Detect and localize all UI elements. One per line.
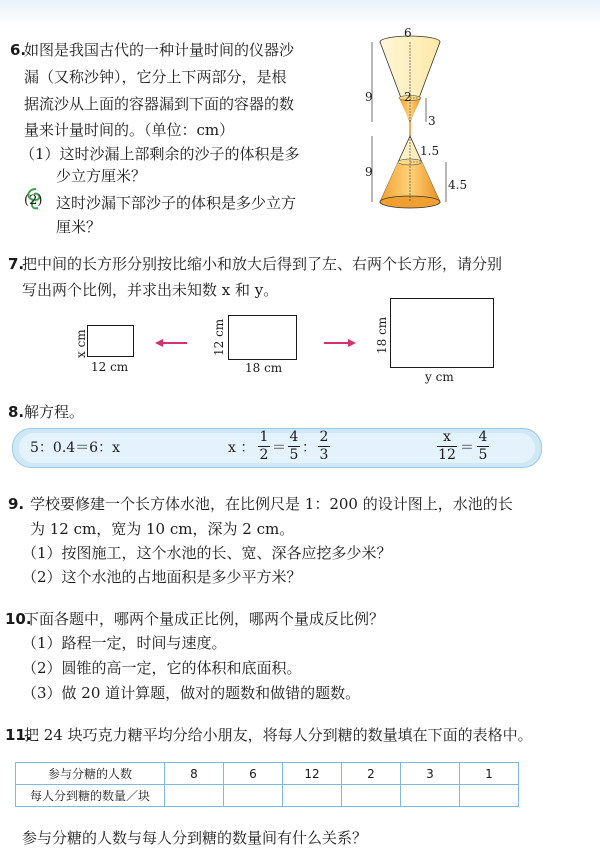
q6-line-4: 量来计量时间的。（单位：cm） — [24, 121, 235, 139]
q6-sub2-number: (2) — [24, 193, 43, 208]
eq2-fraction-3 — [318, 430, 330, 463]
fig-label-upper-height: 9 — [365, 90, 373, 104]
q7-number: 7. — [8, 255, 25, 273]
eq2-f3-numerator: 2 — [319, 429, 329, 445]
row1-cell: 2 — [342, 763, 401, 785]
eq3-f1-numerator: x — [443, 429, 451, 445]
right-arrow-icon — [322, 338, 356, 348]
equation-2-prefix: x ： — [228, 440, 255, 456]
middle-rectangle — [228, 315, 297, 360]
q9-number: 9. — [8, 495, 25, 513]
fig-label-sand-height: 3 — [428, 114, 436, 128]
small-rect-height: x cm — [74, 329, 88, 358]
q9-sub-2: （2）这个水池的占地面积是多少平方米？ — [22, 568, 302, 586]
hourglass-figure — [360, 26, 460, 216]
eq2-f2-numerator: 4 — [289, 429, 299, 445]
q10-title: 下面各题中，哪两个量成正比例，哪两个量成反比例？ — [24, 610, 385, 628]
fig-label-lower-sand: 4.5 — [448, 178, 468, 192]
q10-sub-2: （2）圆锥的高一定，它的体积和底面积。 — [22, 659, 302, 677]
answer-cell[interactable] — [165, 785, 224, 807]
q9-line-2: 为 12 cm，宽为 10 cm，深为 2 cm。 — [30, 520, 295, 538]
answer-cell[interactable] — [401, 785, 460, 807]
row1-cell: 12 — [283, 763, 342, 785]
q10-sub-3: （3）做 20 道计算题，做对的题数和做错的题数。 — [22, 684, 361, 702]
answer-cell[interactable] — [224, 785, 283, 807]
small-rect-width: 12 cm — [91, 360, 129, 374]
row1-cell: 8 — [165, 763, 224, 785]
q6-sub2-line-2: 厘米？ — [56, 218, 102, 236]
q7-line-1: 把中间的长方形分别按比缩小和放大后得到了左、右两个长方形，请分别 — [22, 255, 503, 273]
q6-line-1: 如图是我国古代的一种计量时间的仪器沙 — [24, 41, 295, 59]
fig-label-lower-radius: 1.5 — [420, 144, 440, 158]
equation-2-separator: ： — [302, 440, 316, 456]
table-row — [16, 763, 519, 785]
q10-sub-1: （1）路程一定，时间与速度。 — [22, 634, 227, 652]
eq3-f1-denominator: 12 — [438, 447, 456, 463]
table-row — [16, 785, 519, 807]
eq2-f1-numerator: 1 — [259, 429, 269, 445]
q8-number: 8. — [8, 403, 25, 421]
equation-2-equals: ＝ — [272, 440, 286, 456]
q9-sub-1: （1）按图施工，这个水池的长、宽、深各应挖多少米？ — [22, 544, 392, 562]
eq3-fraction-2 — [477, 430, 489, 463]
q6-line-2: 漏（又称沙钟），它分上下两部分，是根 — [24, 68, 287, 86]
eq3-f2-numerator: 4 — [478, 429, 488, 445]
equation-1: 5：0.4＝6：x — [30, 440, 120, 456]
eq2-f3-denominator: 3 — [319, 447, 329, 463]
left-arrow-icon — [155, 338, 189, 348]
q6-sub1-line-2: 少立方厘米？ — [56, 167, 147, 185]
q6-sub1-line-1: （1）这时沙漏上部剩余的沙子的体积是多 — [20, 145, 300, 163]
q10-number: 10. — [5, 610, 32, 628]
q11-number: 11. — [5, 726, 32, 744]
fig-label-top-width: 6 — [404, 26, 412, 40]
eq2-f1-denominator: 2 — [259, 447, 269, 463]
eq3-fraction-1 — [437, 430, 457, 463]
q11-question: 参与分糖的人数与每人分到糖的数量间有什么关系？ — [22, 829, 368, 847]
equation-3-equals: ＝ — [460, 440, 474, 456]
small-rectangle — [87, 325, 134, 357]
q6-line-3: 据流沙从上面的容器漏到下面的容器的数 — [24, 95, 295, 113]
top-band — [0, 0, 600, 26]
fig-label-lower-height: 9 — [365, 165, 373, 179]
row1-cell: 6 — [224, 763, 283, 785]
answer-cell[interactable] — [342, 785, 401, 807]
eq3-f2-denominator: 5 — [478, 447, 488, 463]
q6-sub2-line-1: 这时沙漏下部沙子的体积是多少立方 — [56, 194, 297, 212]
candy-table — [15, 762, 519, 807]
q8-title: 解方程。 — [24, 403, 85, 421]
large-rect-width: y cm — [425, 370, 454, 384]
row2-header: 每人分到糖的数量／块 — [16, 785, 165, 807]
row1-cell: 1 — [460, 763, 519, 785]
q6-number: 6. — [10, 41, 27, 59]
large-rectangle — [390, 298, 494, 368]
q9-line-1: 学校要修建一个长方体水池，在比例尺是 1：200 的设计图上，水池的长 — [30, 495, 513, 513]
q7-line-2: 写出两个比例，并求出未知数 x 和 y。 — [22, 281, 279, 299]
middle-rect-width: 18 cm — [245, 361, 283, 375]
large-rect-height: 18 cm — [375, 316, 389, 354]
row1-cell: 3 — [401, 763, 460, 785]
answer-cell[interactable] — [460, 785, 519, 807]
eq2-fraction-2 — [288, 430, 300, 463]
row1-header: 参与分糖的人数 — [16, 763, 165, 785]
q11-title: 把 24 块巧克力糖平均分给小朋友，将每人分到糖的数量填在下面的表格中。 — [24, 726, 533, 744]
eq2-fraction-1 — [258, 430, 270, 463]
eq2-f2-denominator: 5 — [289, 447, 299, 463]
answer-cell[interactable] — [283, 785, 342, 807]
middle-rect-height: 12 cm — [212, 318, 226, 356]
fig-label-sand-top: 2 — [404, 90, 412, 104]
